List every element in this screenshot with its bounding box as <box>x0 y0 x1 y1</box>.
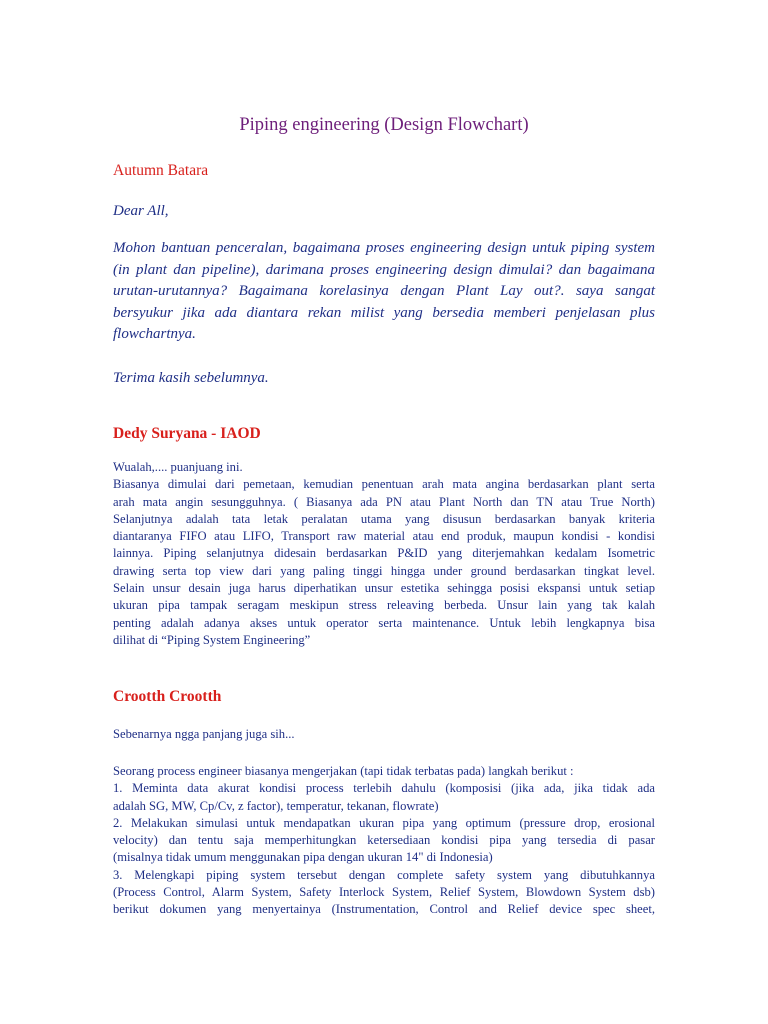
reply-line: lainnya. Piping selanjutnya didesain berdasarkan P&ID yang diterjemahkan kedalam Isometric <box>113 546 655 561</box>
reply-line: (misalnya tidak umum menggunakan pipa dengan ukuran 14" di Indonesia) <box>113 850 493 865</box>
reply-line: Seorang process engineer biasanya mengerjakan (tapi tidak terbatas pada) langkah berikut : <box>113 764 574 778</box>
reply-line: 2. Melakukan simulasi untuk mendapatkan ukuran pipa yang optimum (pressure drop, erosional <box>113 815 655 830</box>
reply-line: 3. Melengkapi piping system tersebut dengan complete safety system yang dibutuhkannya <box>113 867 655 882</box>
post-author-crootth: Crootth Crootth <box>113 688 222 705</box>
post-reply-body <box>113 459 655 649</box>
post-greeting: Dear All, <box>113 203 169 219</box>
reply-line: arah mata angin sesungguhnya. ( Biasanya ada PN atau Plant North dan TN atau True North) <box>113 494 655 509</box>
reply-line: berikut dokumen yang menyertainya (Instrumentation, Control and Relief device spec sheet, <box>113 902 655 917</box>
reply-line: dilihat di “Piping System Engineering” <box>113 632 311 647</box>
reply-line: penting adalah adanya akses untuk operator serta maintenance. Untuk lebih lengkapnya bisa <box>113 615 655 630</box>
post-question: Mohon bantuan penceralan, bagaimana proses engineering design untuk piping system (in plant dan pipeline), darimana proses engineering design dimulai? dan bagaimana urutan-urutannya? Bagaimana korelasinya dengan Plant Lay out?. saya sangat bersyukur jika ada diantara rekan milist yang bersedia memberi penjelasan plus flowchartnya. <box>113 240 655 343</box>
post-thanks: Terima kasih sebelumnya. <box>113 370 269 386</box>
reply-line: ukuran pipa tampak seragam meskipun stress releaving berbeda. Unsur lain yang tak kalah <box>113 598 655 613</box>
reply-line: Sebenarnya ngga panjang juga sih... <box>113 727 295 741</box>
reply-line: 1. Meminta data akurat kondisi process terlebih dahulu (komposisi (jika ada, jika tidak ada <box>113 781 655 796</box>
post-reply-intro <box>113 726 655 743</box>
document-title: Piping engineering (Design Flowchart) <box>239 115 529 135</box>
post-author-dedy-suryana: Dedy Suryana - IAOD <box>113 425 261 442</box>
reply-line: adalah SG, MW, Cp/Cv, z factor), temperatur, tekanan, flowrate) <box>113 798 439 813</box>
reply-line: (Process Control, Alarm System, Safety Interlock System, Relief System, Blowdown System dsb) <box>113 885 655 900</box>
reply-line: Selanjutnya adalah tata letak peralatan utama yang disusun berdasarkan banyak kriteria <box>113 511 655 526</box>
reply-line: velocity) dan tentu saja memperhitungkan ketersediaan kondisi pipa yang tersedia di pasar <box>113 833 655 848</box>
post-reply-body <box>113 763 655 919</box>
reply-line: diantaranya FIFO atau LIFO, Transport raw material atau end produk, maupun kondisi - kondisi <box>113 529 655 544</box>
reply-line: Selain unsur desain juga harus diperhatikan unsur estetika sehingga posisi ekspansi untuk setiap <box>113 581 655 596</box>
post-author-autumn-batara: Autumn Batara <box>113 162 209 179</box>
reply-line: drawing serta top view dari yang paling tinggi hingga under ground berdasarkan tingkat level. <box>113 563 655 578</box>
reply-line: Biasanya dimulai dari pemetaan, kemudian penentuan arah mata angina berdasarkan plant serta <box>113 477 655 492</box>
reply-line: Wualah,.... puanjuang ini. <box>113 460 243 474</box>
